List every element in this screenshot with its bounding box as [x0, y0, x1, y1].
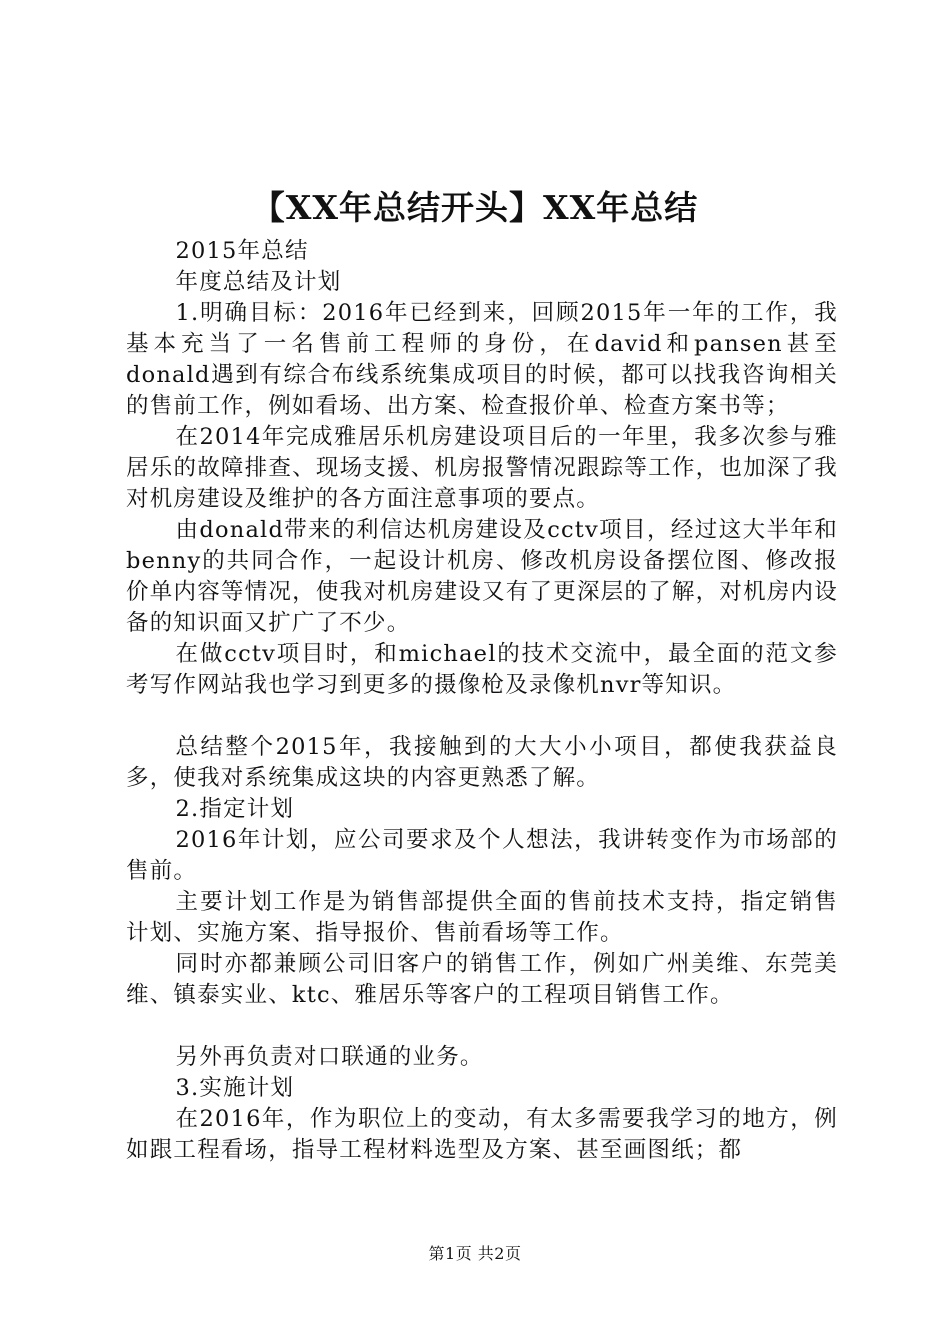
paragraph: 同时亦都兼顾公司旧客户的销售工作，例如广州美维、东莞美维、镇泰实业、ktc、雅居乐等客户的工程项目销售工作。 — [126, 951, 838, 1008]
paragraph: 2015年总结 — [175, 238, 309, 264]
paragraph: 2016年计划，应公司要求及个人想法，我讲转变作为市场部的售前。 — [126, 827, 838, 884]
document-body — [126, 236, 838, 1166]
paragraph: 由donald带来的利信达机房建设及cctv项目，经过这大半年和benny的共同合作，一起设计机房、修改机房设备摆位图、修改报价单内容等情况，使我对机房建设又有了更深层的了解，对机房内设备的知识面又扩广了不少。 — [126, 517, 838, 636]
paragraph: 总结整个2015年，我接触到的大大小小项目，都使我获益良多，使我对系统集成这块的内容更熟悉了解。 — [126, 734, 838, 791]
paragraph: 年度总结及计划 — [175, 269, 342, 295]
paragraph-spacer — [126, 1011, 838, 1042]
paragraph: 在做cctv项目时，和michael的技术交流中，最全面的范文参考写作网站我也学习到更多的摄像枪及录像机nvr等知识。 — [126, 641, 838, 698]
paragraph: 1.明确目标：2016年已经到来，回顾2015年一年的工作，我基本充当了一名售前工程师的身份，在david和pansen甚至donald遇到有综合布线系统集成项目的时候，都可以找我咨询相关的售前工作，例如看场、出方案、检查报价单、检查方案书等； — [126, 300, 838, 419]
paragraph-spacer — [126, 701, 838, 732]
paragraph: 2.指定计划 — [175, 796, 295, 822]
paragraph: 主要计划工作是为销售部提供全面的售前技术支持，指定销售计划、实施方案、指导报价、售前看场等工作。 — [126, 889, 838, 946]
paragraph: 另外再负责对口联通的业务。 — [175, 1044, 484, 1070]
paragraph: 3.实施计划 — [175, 1075, 295, 1101]
document-title: 【XX年总结开头】XX年总结 — [251, 188, 699, 227]
page-footer: 第1页 共2页 — [428, 1244, 522, 1263]
paragraph: 在2014年完成雅居乐机房建设项目后的一年里，我多次参与雅居乐的故障排查、现场支援、机房报警情况跟踪等工作，也加深了我对机房建设及维护的各方面注意事项的要点。 — [126, 424, 838, 512]
paragraph: 在2016年，作为职位上的变动，有太多需要我学习的地方，例如跟工程看场，指导工程材料选型及方案、甚至画图纸；都 — [126, 1106, 838, 1163]
